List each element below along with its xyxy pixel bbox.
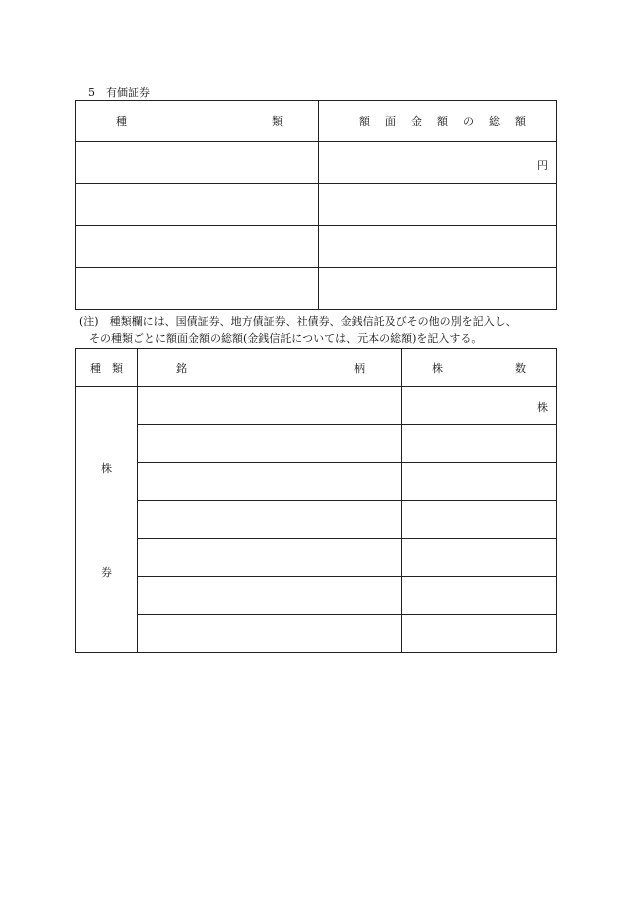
securities-amount-table [75,100,557,310]
header-char: 面 [385,115,396,128]
name-cell[interactable] [138,615,402,653]
type-cell[interactable] [76,184,319,226]
table-row [76,184,557,226]
type-header [76,349,138,387]
header-char: 銘 [176,361,187,375]
table-row [76,615,557,653]
header-char: 種 [116,115,127,128]
header-char: 金 [411,115,422,128]
table-row [76,463,557,501]
type-header [76,101,319,142]
type-cell[interactable] [76,268,319,310]
stock-type-char: 株 [101,461,112,475]
amount-cell[interactable] [319,142,557,184]
name-cell[interactable] [138,539,402,577]
header-char: 種 [90,361,101,375]
name-cell[interactable] [138,577,402,615]
amount-cell[interactable] [319,226,557,268]
stock-type-char: 券 [101,565,112,579]
header-char: 類 [112,361,123,375]
note [79,313,517,347]
shares-unit: 株 [537,401,548,414]
table-row [76,539,557,577]
shares-cell[interactable] [402,539,557,577]
type-cell[interactable] [76,142,319,184]
table-header-row [76,349,557,387]
header-char: 株 [432,361,443,375]
shares-cell[interactable] [402,463,557,501]
table-row [76,387,557,425]
shares-cell[interactable] [402,615,557,653]
table-row [76,425,557,463]
header-char: 額 [437,115,448,128]
amount-cell[interactable] [319,268,557,310]
header-char: 類 [272,115,283,128]
header-char: 柄 [354,361,365,375]
stocks-table [75,348,557,653]
header-char: 額 [515,115,526,128]
amount-header [319,101,557,142]
name-cell[interactable] [138,501,402,539]
table-row [76,268,557,310]
note-line-2: その種類ごとに額面金額の総額(金銭信託については、元本の総額)を記入する。 [89,332,483,345]
shares-cell[interactable] [402,501,557,539]
shares-cell[interactable] [402,387,557,425]
amount-cell[interactable] [319,184,557,226]
section-title: 5 有価証券 [88,86,150,99]
name-cell[interactable] [138,425,402,463]
table-row [76,226,557,268]
header-char: の [463,115,474,128]
yen-unit: 円 [537,159,548,172]
name-cell[interactable] [138,387,402,425]
header-char: 数 [515,361,526,375]
shares-header [402,349,557,387]
header-char: 総 [489,115,500,128]
table-row [76,142,557,184]
name-header [138,349,402,387]
shares-cell[interactable] [402,577,557,615]
stock-type-cell [76,387,138,653]
shares-cell[interactable] [402,425,557,463]
table-row [76,577,557,615]
table-header-row [76,101,557,142]
note-line-1: (注) 種類欄には、国債証券、地方債証券、社債券、金銭信託及びその他の別を記入し、 [79,315,517,328]
type-cell[interactable] [76,226,319,268]
table-row [76,501,557,539]
name-cell[interactable] [138,463,402,501]
header-char: 額 [359,115,370,128]
